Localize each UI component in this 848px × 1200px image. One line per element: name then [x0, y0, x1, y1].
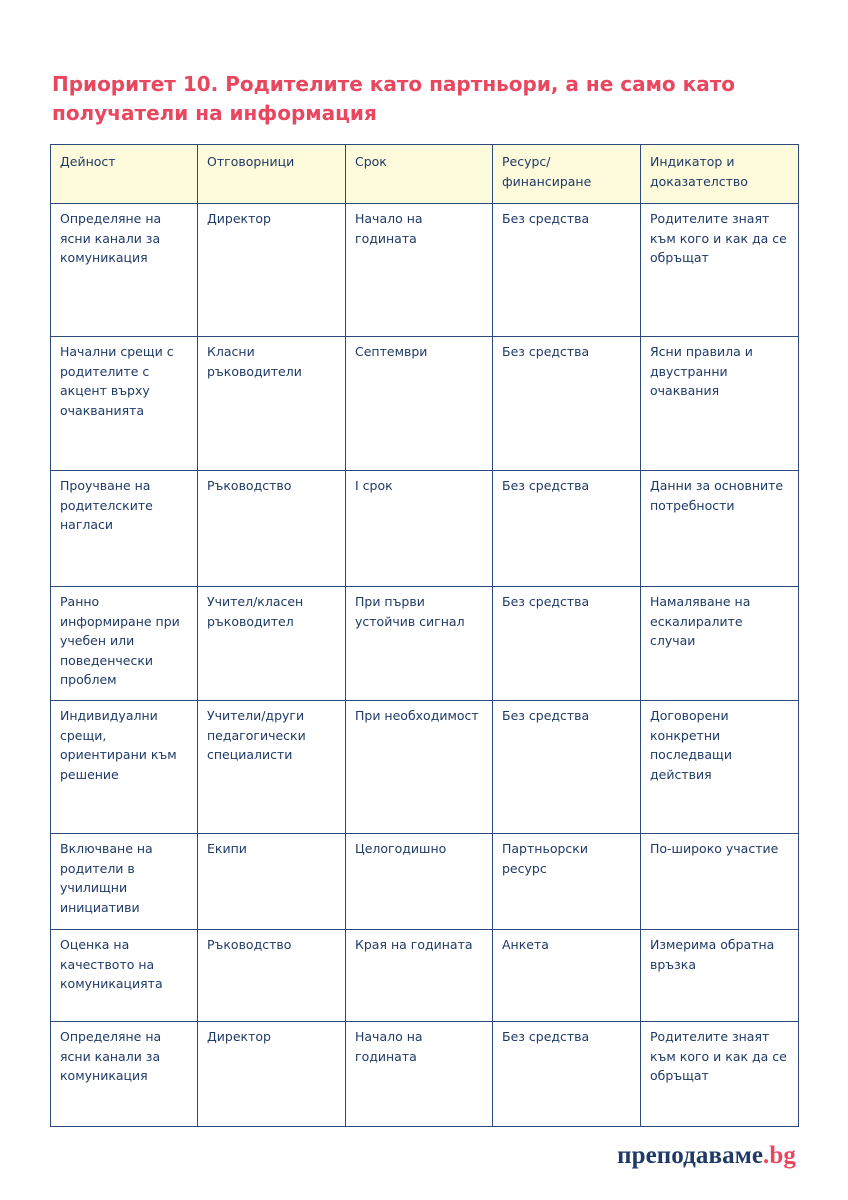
cell-deadline: Начало на годината — [346, 204, 493, 337]
table-row — [51, 1022, 799, 1127]
cell-responsible: Директор — [198, 1022, 346, 1127]
cell-resource: Без средства — [493, 471, 641, 587]
logo-tld: .bg — [763, 1142, 796, 1169]
cell-activity: Определяне на ясни канали за комуникация — [51, 204, 198, 337]
table-header-row — [51, 145, 799, 204]
table-row — [51, 337, 799, 471]
cell-activity: Оценка на качеството на комуникацията — [51, 930, 198, 1022]
cell-indicator: Измерима обратна връзка — [641, 930, 799, 1022]
cell-deadline: Начало на годината — [346, 1022, 493, 1127]
cell-indicator: По-широко участие — [641, 834, 799, 930]
cell-resource: Без средства — [493, 1022, 641, 1127]
priority-table — [50, 144, 799, 1127]
cell-deadline: Септември — [346, 337, 493, 471]
cell-activity: Определяне на ясни канали за комуникация — [51, 1022, 198, 1127]
cell-resource: Без средства — [493, 337, 641, 471]
cell-indicator: Родителите знаят към кого и как да се обръщат — [641, 1022, 799, 1127]
cell-indicator: Договорени конкретни последващи действия — [641, 701, 799, 834]
cell-activity: Индивидуални срещи, ориентирани към решение — [51, 701, 198, 834]
cell-activity: Начални срещи с родителите с акцент върху очакванията — [51, 337, 198, 471]
cell-activity: Включване на родители в училищни инициативи — [51, 834, 198, 930]
cell-indicator: Родителите знаят към кого и как да се обръщат — [641, 204, 799, 337]
cell-activity: Ранно информиране при учебен или поведенчески проблем — [51, 587, 198, 701]
table-row — [51, 471, 799, 587]
cell-responsible: Учители/други педагогически специалисти — [198, 701, 346, 834]
cell-deadline: I срок — [346, 471, 493, 587]
table-row — [51, 834, 799, 930]
cell-resource: Без средства — [493, 701, 641, 834]
logo-name: преподаваме — [617, 1142, 764, 1169]
cell-indicator: Намаляване на ескалиралите случаи — [641, 587, 799, 701]
cell-responsible: Учител/класен ръководител — [198, 587, 346, 701]
site-logo — [617, 1142, 796, 1170]
header-responsible: Отговорници — [198, 145, 346, 204]
cell-deadline: Целогодишно — [346, 834, 493, 930]
table-row — [51, 587, 799, 701]
page-title: Приоритет 10. Родителите като партньори, а не само като получатели на информация — [52, 72, 736, 125]
cell-deadline: При необходимост — [346, 701, 493, 834]
cell-responsible: Ръководство — [198, 471, 346, 587]
cell-responsible: Екипи — [198, 834, 346, 930]
cell-deadline: При първи устойчив сигнал — [346, 587, 493, 701]
table-row — [51, 930, 799, 1022]
header-indicator: Индикатор и доказателство — [641, 145, 799, 204]
cell-resource: Без средства — [493, 587, 641, 701]
table-row — [51, 701, 799, 834]
cell-indicator: Ясни правила и двустранни очаквания — [641, 337, 799, 471]
cell-responsible: Ръководство — [198, 930, 346, 1022]
table-row — [51, 204, 799, 337]
cell-responsible: Класни ръководители — [198, 337, 346, 471]
cell-resource: Партньорски ресурс — [493, 834, 641, 930]
header-deadline: Срок — [346, 145, 493, 204]
cell-resource: Без средства — [493, 204, 641, 337]
cell-deadline: Края на годината — [346, 930, 493, 1022]
header-activity: Дейност — [51, 145, 198, 204]
cell-resource: Анкета — [493, 930, 641, 1022]
header-resource: Ресурс/ финансиране — [493, 145, 641, 204]
cell-indicator: Данни за основните потребности — [641, 471, 799, 587]
cell-responsible: Директор — [198, 204, 346, 337]
cell-activity: Проучване на родителските нагласи — [51, 471, 198, 587]
